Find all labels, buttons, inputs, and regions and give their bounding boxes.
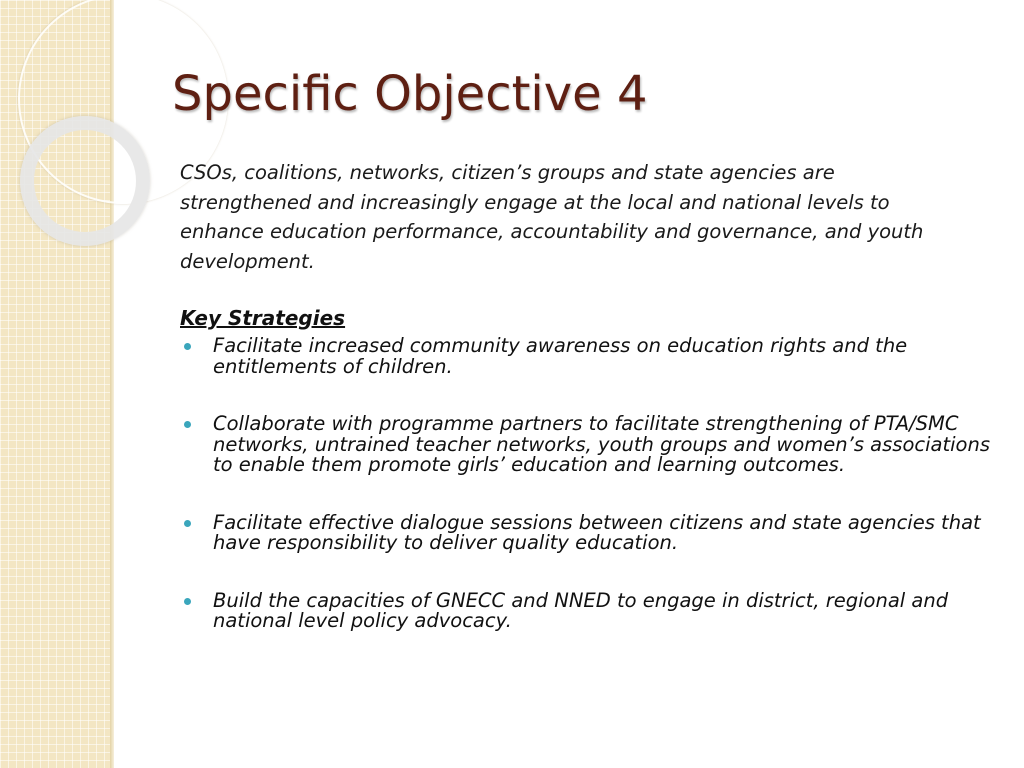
objective-statement: CSOs, coalitions, networks, citizen’s groups and state agencies are strengthened and increasingly engage at the local and national levels to enhance education performance, accountability and governance, and youth development. xyxy=(180,161,924,273)
strategy-text: Collaborate with programme partners to facilitate strengthening of PTA/SMC networks, untrained teacher networks, youth groups and women’s associations to enable them promote girls’ education and learning outcomes. xyxy=(213,412,990,476)
key-strategies-heading: Key Strategies xyxy=(180,306,346,330)
strategy-item xyxy=(182,510,992,554)
strategy-text: Build the capacities of GNECC and NNED to engage in district, regional and national level policy advocacy. xyxy=(213,588,949,632)
strategy-text: Facilitate increased community awareness on education rights and the entitlements of children. xyxy=(213,334,908,378)
bullet-icon xyxy=(184,598,191,605)
key-strategies-list xyxy=(182,336,992,669)
decorative-ring-small xyxy=(20,116,150,246)
strategy-text: Facilitate effective dialogue sessions between citizens and state agencies that have responsibility to deliver quality education. xyxy=(213,510,981,554)
strategy-item xyxy=(182,588,992,632)
slide-title: Specific Objective 4 xyxy=(172,66,648,122)
strategy-item xyxy=(182,336,992,377)
bullet-icon xyxy=(184,421,191,428)
bullet-icon xyxy=(184,520,191,527)
strategy-item xyxy=(182,414,992,476)
bullet-icon xyxy=(184,343,191,350)
